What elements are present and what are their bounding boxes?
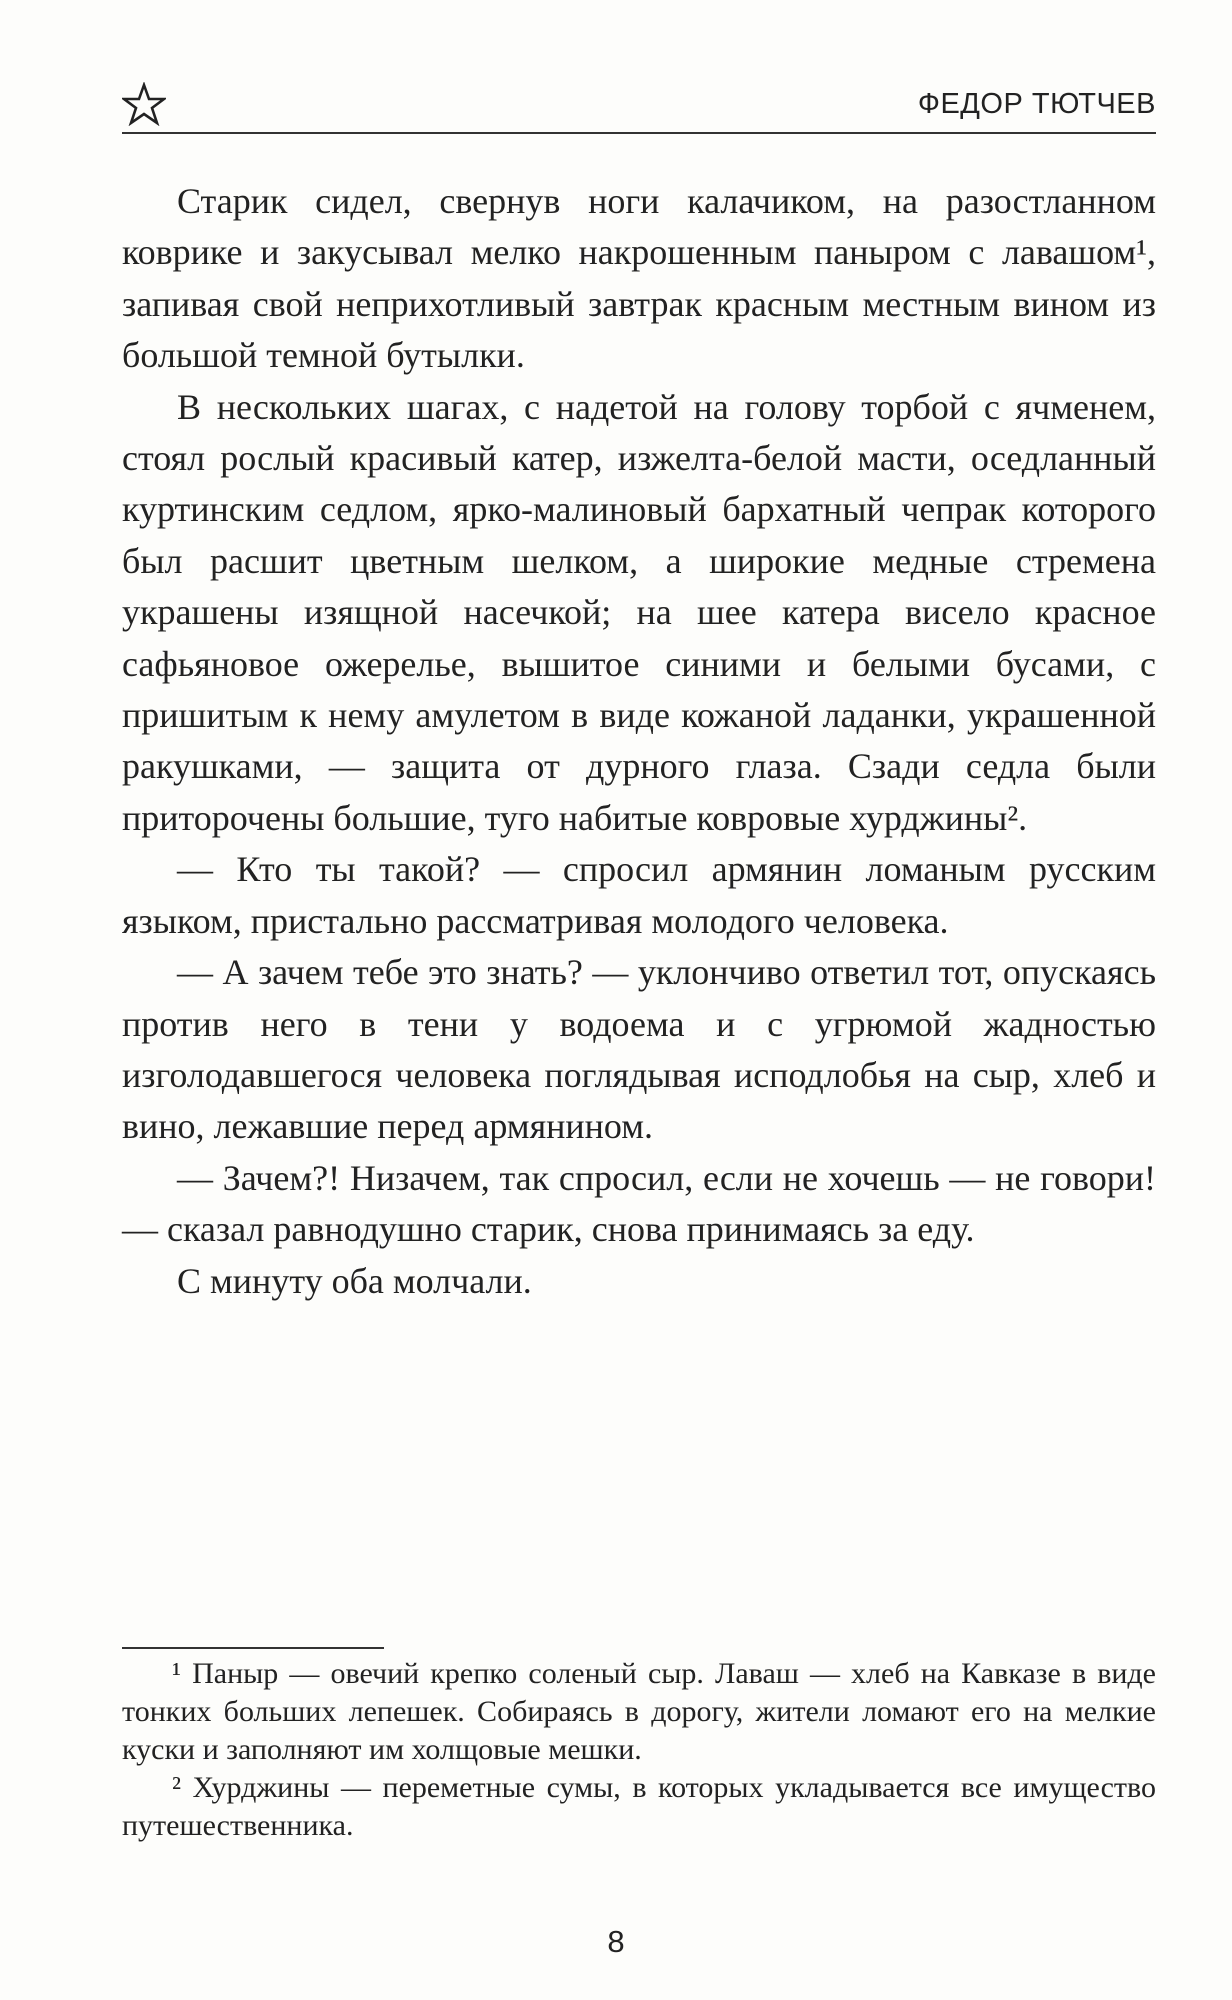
- page-number: 8: [607, 1924, 625, 1959]
- paragraph: Старик сидел, свернув ноги калачиком, на разостланном коврике и закусывал мелко накрошенным паныром с лавашом¹, запивая свой неприхотливый завтрак красным местным вином из большой темной бутылки.: [122, 181, 1156, 376]
- footnote: ² Хурджины — переметные сумы, в которых укладывается все имущество путешественника.: [122, 1771, 1156, 1842]
- paragraph: — Кто ты такой? — спросил армянин ломаным русским языком, пристально рассматривая молодого человека.: [122, 849, 1156, 941]
- paragraph: В нескольких шагах, с надетой на голову торбой с ячменем, стоял рослый красивый катер, изжелта-белой масти, оседланный куртинским седлом, ярко-малиновый бархатный чепрак которого был расшит цветным шелком, а широкие медные стремена украшены изящной насечкой; на шее катера висело красное сафьяновое ожерелье, вышитое синими и белыми бусами, с пришитым к нему амулетом в виде кожаной ладанки, украшенной ракушками, — защита от дурного глаза. Сзади седла были приторочены большие, туго набитые ковровые хурджины².: [122, 386, 1156, 838]
- star-outline-icon: [122, 82, 166, 126]
- main-text: [122, 176, 1156, 1307]
- footnotes: [122, 1655, 1156, 1845]
- footnote-divider: [122, 1647, 384, 1649]
- running-header: [122, 82, 1156, 134]
- author-name: ФЕДОР ТЮТЧЕВ: [917, 88, 1156, 120]
- footnote: ¹ Паныр — овечий крепко соленый сыр. Лаваш — хлеб на Кавказе в виде тонких больших лепешек. Собираясь в дорогу, жители ломают его на мелкие куски и заполняют им холщовые мешки.: [122, 1657, 1156, 1766]
- paragraph: — А зачем тебе это знать? — уклончиво ответил тот, опускаясь против него в тени у водоема и с угрюмой жадностью изголодавшегося человека поглядывая исподлобья на сыр, хлеб и вино, лежавшие перед армянином.: [122, 952, 1156, 1147]
- paragraph: С минуту оба молчали.: [177, 1260, 532, 1301]
- paragraph: — Зачем?! Низачем, так спросил, если не хочешь — не говори! — сказал равнодушно старик, снова принимаясь за еду.: [122, 1157, 1156, 1250]
